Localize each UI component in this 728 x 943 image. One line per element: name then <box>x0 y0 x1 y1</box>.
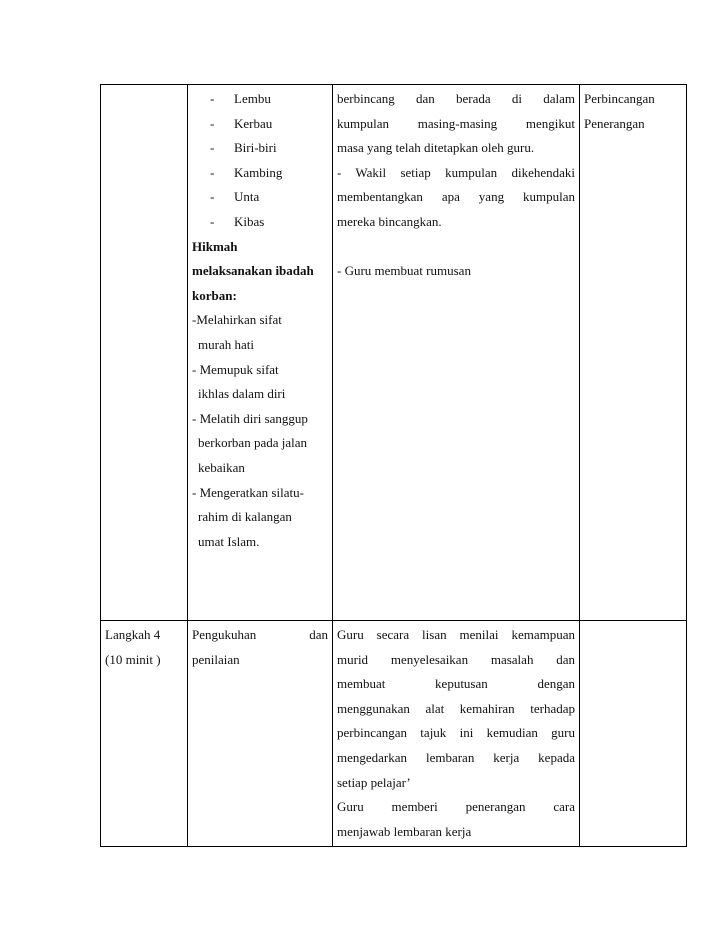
list-item: - Lembu <box>210 91 271 106</box>
hikmah-point-line: murah hati <box>198 336 254 352</box>
activity-line: - Wakil setiap kumpulan dikehendaki <box>337 164 575 180</box>
list-item: - Biri-biri <box>210 140 277 156</box>
activity-cell <box>333 85 580 621</box>
step-label: Langkah 4 <box>105 627 161 642</box>
table-row <box>101 621 687 847</box>
hikmah-point-line: rahim di kalangan <box>198 509 292 525</box>
activity-cell <box>333 621 580 847</box>
activity-line: Guru secara lisan menilai kemampuan <box>337 627 575 642</box>
content-line: penilaian <box>192 651 240 667</box>
hikmah-heading-line: Hikmah <box>192 238 238 254</box>
step-cell <box>101 621 188 847</box>
hikmah-point-line: berkorban pada jalan <box>198 435 308 451</box>
note-line: Perbincangan <box>584 91 655 106</box>
activity-line: kumpulan masing-masing mengikut <box>337 115 575 131</box>
note-line: Penerangan <box>584 115 645 131</box>
activity-line: menggunakan alat kemahiran terhadap <box>337 700 575 716</box>
hikmah-point-line: - Memupuk sifat <box>192 361 279 377</box>
activity-line: murid menyelesaikan masalah dan <box>337 651 575 667</box>
list-item: - Kerbau <box>210 115 273 131</box>
activity-line: membentangkan apa yang kumpulan <box>337 189 575 205</box>
hikmah-point-line: -Melahirkan sifat <box>192 312 282 328</box>
activity-line: Guru memberi penerangan cara <box>337 799 575 815</box>
table-row <box>101 85 687 621</box>
list-item: - Kambing <box>210 164 283 180</box>
animal-list <box>192 87 328 235</box>
notes-cell <box>580 621 687 847</box>
list-item: - Unta <box>210 189 260 205</box>
hikmah-point-line: ikhlas dalam diri <box>198 386 286 402</box>
hikmah-heading-line: korban: <box>192 287 237 303</box>
list-item: - Kibas <box>210 213 265 229</box>
hikmah-point-line: kebaikan <box>198 459 245 475</box>
lesson-plan-table <box>100 84 687 847</box>
activity-line: mengedarkan lembaran kerja kepada <box>337 749 575 765</box>
content-cell <box>188 85 333 621</box>
hikmah-point-line: umat Islam. <box>198 533 260 549</box>
hikmah-heading-line: melaksanakan ibadah <box>192 263 314 279</box>
hikmah-point-line: - Melatih diri sanggup <box>192 410 308 426</box>
hikmah-point-line: - Mengeratkan silatu- <box>192 484 304 500</box>
activity-line: mereka bincangkan. <box>337 213 442 229</box>
activity-line: masa yang telah ditetapkan oleh guru. <box>337 140 535 156</box>
content-cell <box>188 621 333 847</box>
activity-line: berbincang dan berada di dalam <box>337 91 575 106</box>
content-line: Pengukuhan dan <box>192 627 328 642</box>
step-cell <box>101 85 188 621</box>
step-time: (10 minit ) <box>105 651 161 667</box>
notes-cell <box>580 85 687 621</box>
activity-line: setiap pelajar’ <box>337 774 411 790</box>
activity-summary: - Guru membuat rumusan <box>337 263 471 279</box>
activity-line: perbincangan tajuk ini kemudian guru <box>337 725 575 741</box>
activity-line: menjawab lembaran kerja <box>337 823 472 839</box>
activity-line: membuat keputusan dengan <box>337 676 575 692</box>
